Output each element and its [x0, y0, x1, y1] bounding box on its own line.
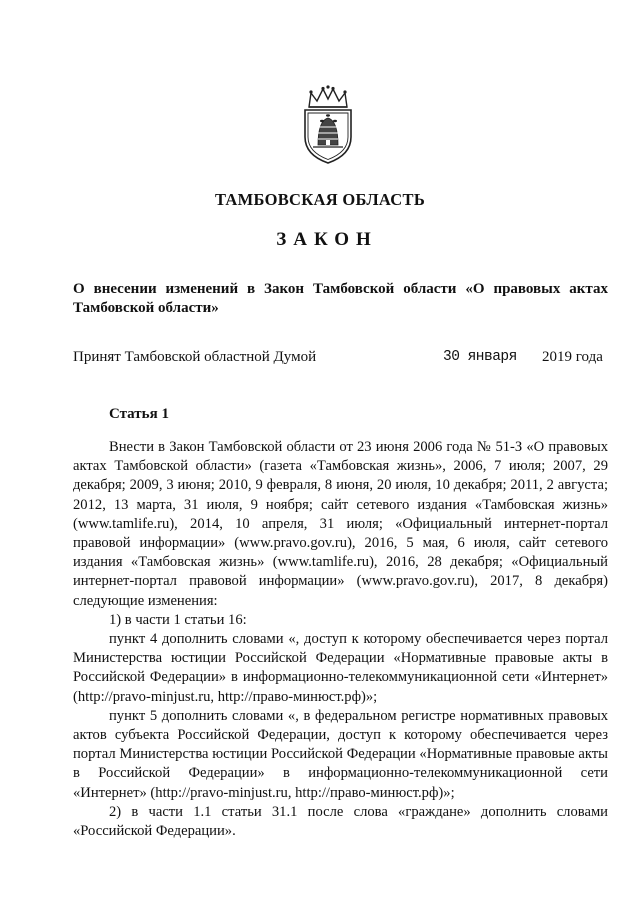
document-type: ЗАКОН	[276, 229, 378, 250]
article-heading: Статья 1	[109, 406, 169, 422]
article-paragraph-item-1: 1) в части 1 статьи 16:	[109, 611, 247, 628]
region-title: ТАМБОВСКАЯ ОБЛАСТЬ	[214, 190, 426, 209]
tambov-coat-of-arms-icon	[297, 85, 359, 165]
article-paragraph-point-5: пункт 5 дополнить словами «, в федеральном регистре нормативных правовых актов субъекта Российской Федерации, доступ к которому обеспечивается через портал Министерства юстиции Российской Федерации «Нормативные правовые акты в Российской Федерации» в информационно-телекоммуникационной сети «Интернет» (http://pravo-minjust.ru, http://право-минюст.рф)»;	[73, 707, 608, 801]
law-title: О внесении изменений в Закон Тамбовской области «О правовых актах Тамбовской области»	[73, 281, 608, 316]
adopted-by: Принят Тамбовской областной Думой	[73, 349, 317, 365]
article-body	[73, 438, 608, 841]
adoption-year: 2019 года	[542, 349, 603, 365]
article-paragraph-point-4: пункт 4 дополнить словами «, доступ к которому обеспечивается через портал Министерства юстиции Российской Федерации «Нормативные правовые акты в Российской Федерации» в информационно-телекоммуникационной сети «Интернет» (http://pravo-minjust.ru, http://право-минюст.рф)»;	[73, 631, 608, 705]
article-paragraph-item-2: 2) в части 1.1 статьи 31.1 после слова «граждане» дополнить словами «Российской Федерации».	[73, 803, 608, 840]
article-paragraph-intro: Внести в Закон Тамбовской области от 23 июня 2006 года № 51-З «О правовых актах Тамбовской области» (газета «Тамбовская жизнь», 2006, 7 июля; 2007, 29 декабря; 2009, 3 июня; 2010, 9 февраля, 8 июня, 20 июля, 10 декабря; 2011, 2 августа; 2012, 13 марта, 31 июля, 9 ноября; сайт сетевого издания «Тамбовская жизнь» (www.tamlife.ru), 2014, 10 апреля, 31 июля; «Официальный интернет-портал правовой информации» (www.pravo.gov.ru), 2016, 5 мая, 6 июля, сайт сетевого издания «Тамбовская жизнь» (www.tamlife.ru), 2016, 28 декабря; «Официальный интернет-портал правовой информации» (www.pravo.gov.ru), 2017, 8 декабря) следующие изменения:	[73, 439, 608, 609]
adoption-date: 30 января	[443, 349, 517, 365]
